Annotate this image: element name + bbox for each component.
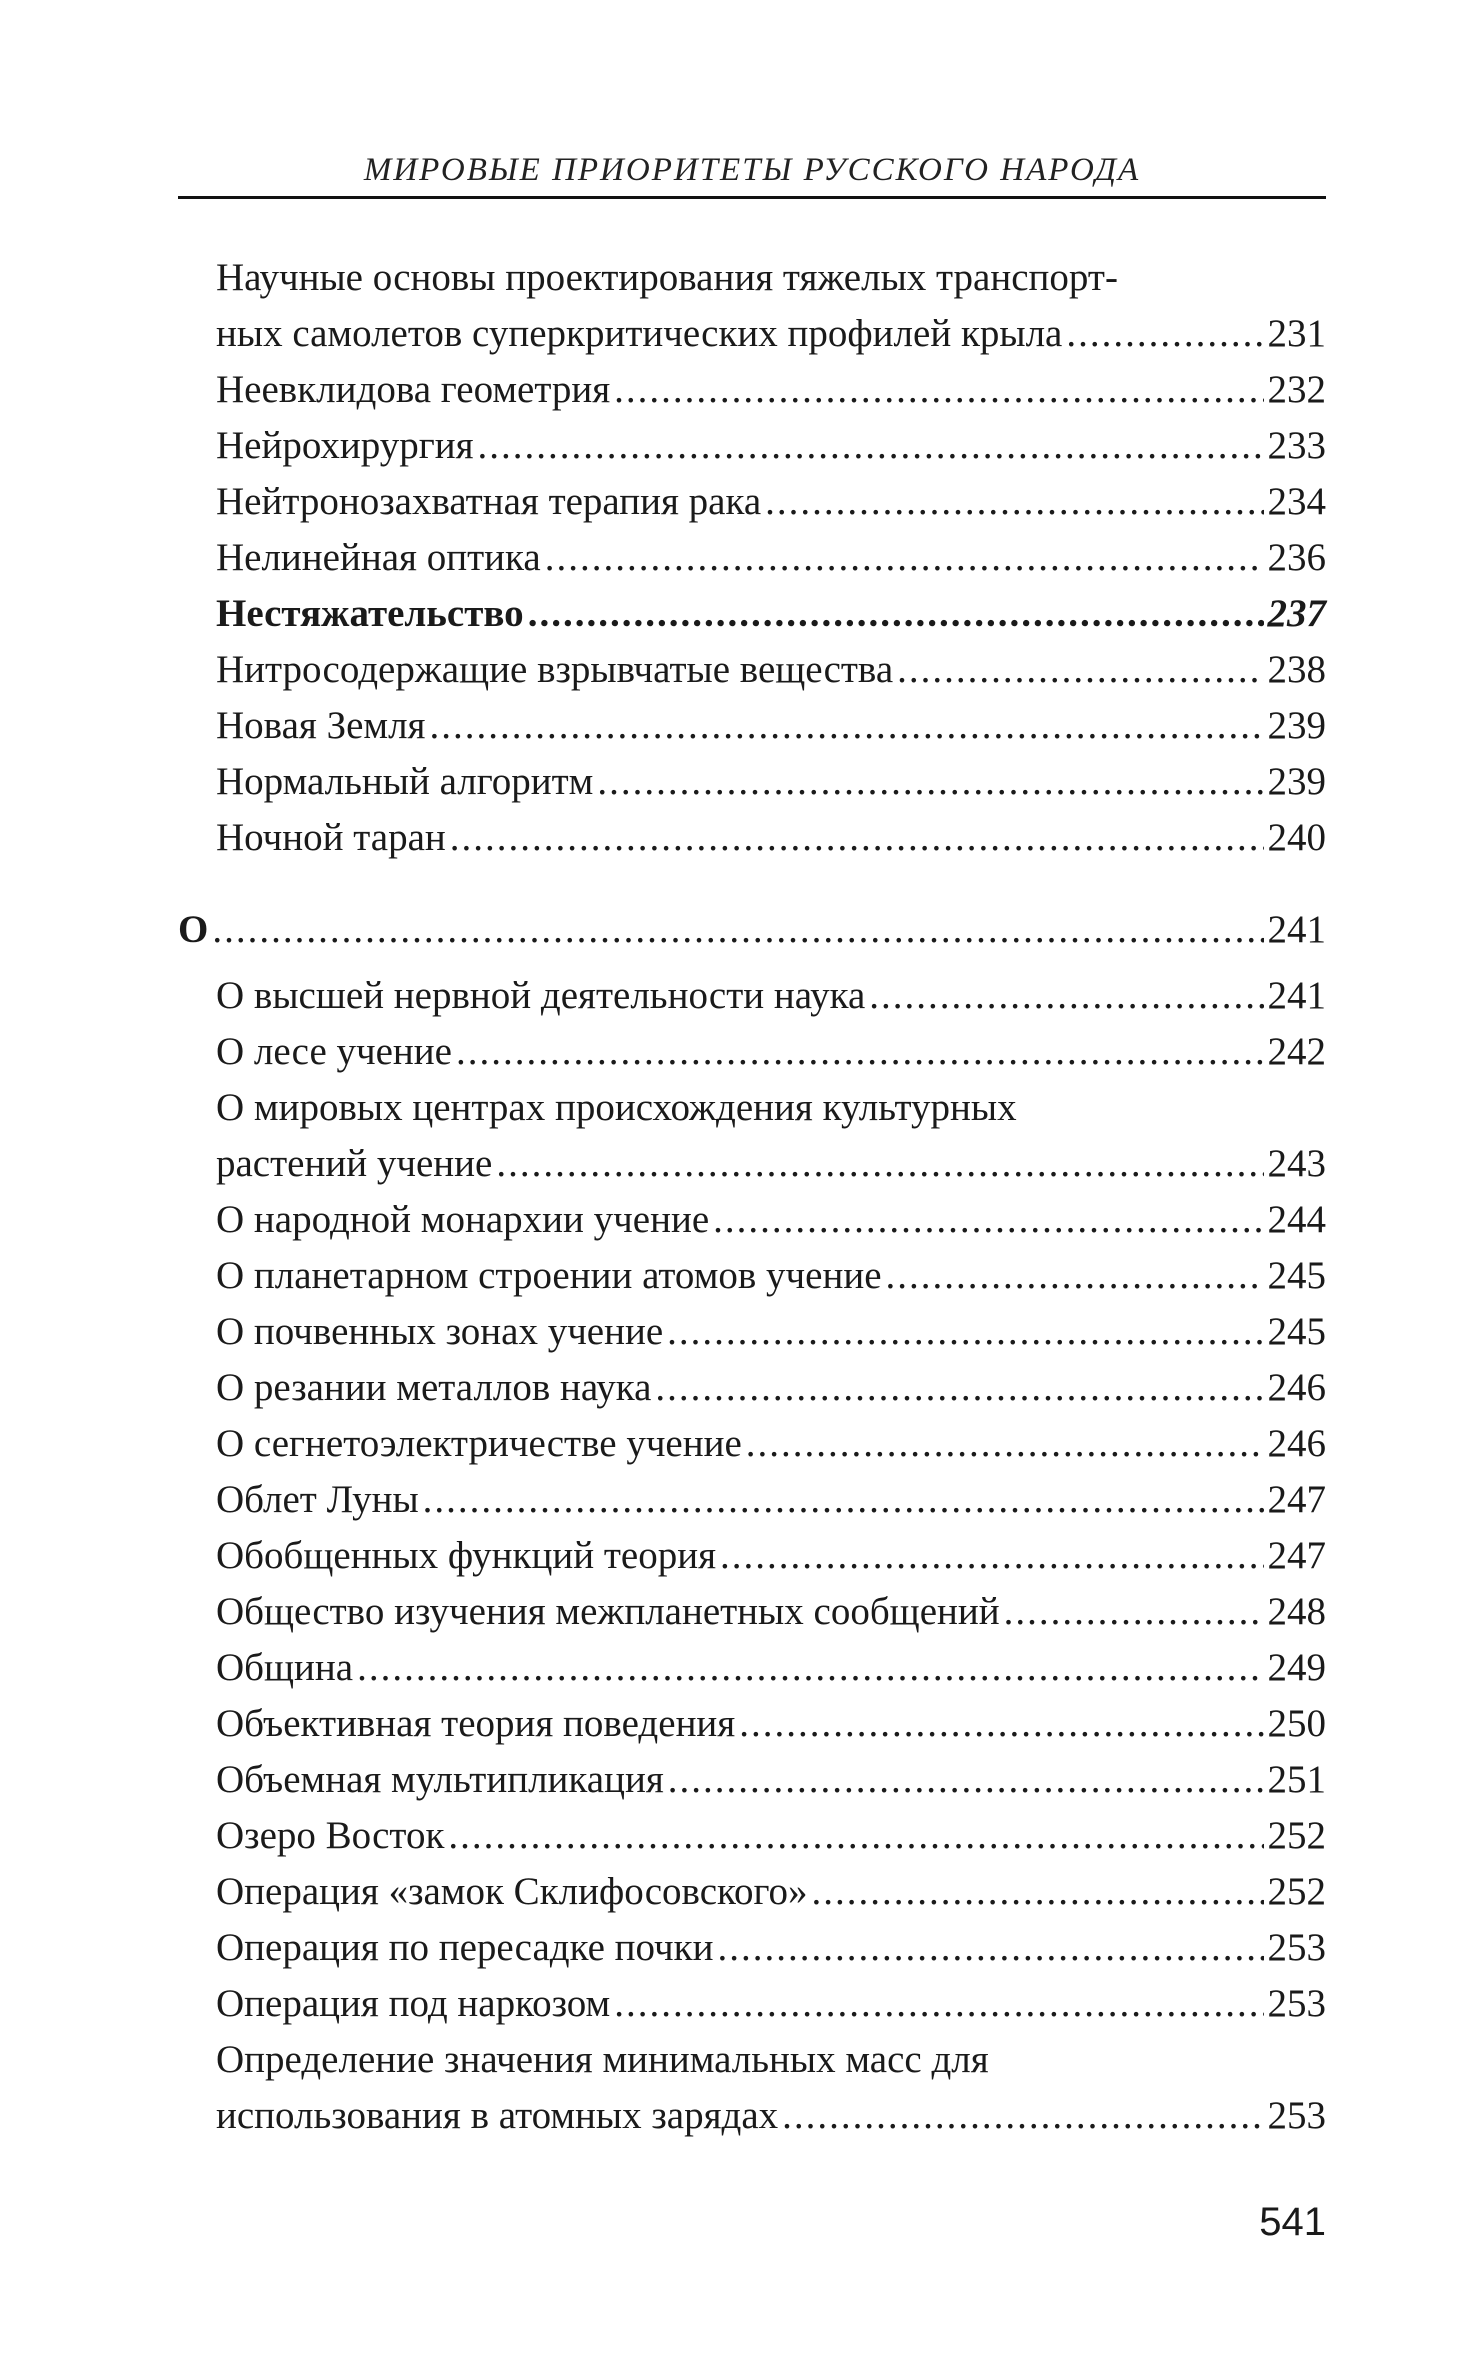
dot-leader	[448, 1808, 1263, 1864]
toc-entry-title-line: О мировых центрах происхождения культурных	[216, 1086, 1017, 1129]
dot-leader	[478, 418, 1264, 474]
toc-entry-title: Облет Луны	[216, 1478, 419, 1521]
dot-leader	[655, 1360, 1263, 1416]
toc-entry-title: Нелинейная оптика	[216, 536, 541, 579]
dot-leader	[450, 810, 1264, 866]
toc-entry-page: 233	[1267, 424, 1326, 467]
toc-entry-title: Нейрохирургия	[216, 424, 474, 467]
toc-entry-title-line: Научные основы проектирования тяжелых транспорт-	[216, 256, 1118, 299]
section-gap	[178, 866, 1326, 902]
toc-entry	[178, 1808, 1326, 1864]
toc-entry-page: 239	[1267, 760, 1326, 803]
toc-entry-page: 253	[1267, 1926, 1326, 1969]
dot-leader	[886, 1248, 1264, 1304]
toc-entry-page: 239	[1267, 704, 1326, 747]
toc-entry-page: 252	[1267, 1870, 1326, 1913]
dot-leader	[597, 754, 1263, 810]
toc-entry	[178, 1080, 1326, 1192]
toc-entry-title: ных самолетов суперкритических профилей крыла	[216, 312, 1063, 355]
dot-leader	[720, 1528, 1263, 1584]
toc-entry-title: О резании металлов наука	[216, 1366, 652, 1409]
dot-leader	[782, 2088, 1263, 2144]
toc-entry	[178, 530, 1326, 586]
toc-entry	[178, 1304, 1326, 1360]
dot-leader	[496, 1136, 1263, 1192]
dot-leader	[717, 1920, 1263, 1976]
toc-entry-title: Нейтронозахватная терапия рака	[216, 480, 762, 523]
section-spacer	[178, 958, 1326, 968]
toc-entry-title: Обобщенных функций теория	[216, 1534, 717, 1577]
toc-entry-page: 238	[1267, 648, 1326, 691]
toc-entry-title: Объективная теория поведения	[216, 1702, 736, 1745]
dot-leader	[423, 1472, 1264, 1528]
dot-leader	[545, 530, 1264, 586]
dot-leader	[812, 1864, 1264, 1920]
dot-leader	[668, 1752, 1264, 1808]
dot-leader	[430, 698, 1264, 754]
toc-entry	[178, 1024, 1326, 1080]
page-number: 541	[1259, 2200, 1326, 2244]
toc-entry-page: 231	[1267, 312, 1326, 355]
toc-entry-page: 237	[1267, 592, 1326, 635]
toc-entry	[178, 1192, 1326, 1248]
toc-entry	[178, 2032, 1326, 2144]
toc-entry-title: Ночной таран	[216, 816, 446, 859]
toc-entry-title: Нормальный алгоритм	[216, 760, 594, 803]
toc-entry	[178, 474, 1326, 530]
toc-entry	[178, 1416, 1326, 1472]
toc-entry-title-line: Определение значения минимальных масс для	[216, 2038, 989, 2081]
toc-entry-page: 249	[1267, 1646, 1326, 1689]
toc-section-heading	[178, 902, 1326, 958]
toc-entry	[178, 1528, 1326, 1584]
dot-leader	[1004, 1584, 1264, 1640]
dot-leader	[765, 474, 1263, 530]
toc-entry-title: Операция «замок Склифосовского»	[216, 1870, 808, 1913]
toc-entry-page: 252	[1267, 1814, 1326, 1857]
toc-entry-page: 253	[1267, 2094, 1326, 2137]
toc-entry-page: 243	[1267, 1142, 1326, 1185]
dot-leader	[456, 1024, 1264, 1080]
toc-entry-title: Операция по пересадке почки	[216, 1926, 714, 1969]
toc-entry-page: 245	[1267, 1310, 1326, 1353]
toc-entry-title: О сегнетоэлектричестве учение	[216, 1422, 742, 1465]
toc-entry	[178, 250, 1326, 362]
toc-entry	[178, 1864, 1326, 1920]
toc-entry-title: Озеро Восток	[216, 1814, 445, 1857]
dot-leader	[713, 1192, 1263, 1248]
toc-entry-page: 247	[1267, 1534, 1326, 1577]
toc-entry-page: 234	[1267, 480, 1326, 523]
toc-entry-highlighted	[178, 586, 1326, 642]
toc-entry	[178, 1976, 1326, 2032]
dot-leader	[667, 1304, 1263, 1360]
toc-entry	[178, 1696, 1326, 1752]
toc-entry	[178, 642, 1326, 698]
toc-entry-page: 247	[1267, 1478, 1326, 1521]
table-of-contents	[178, 250, 1326, 2144]
toc-entry	[178, 1920, 1326, 1976]
toc-entry	[178, 968, 1326, 1024]
toc-entry-title: Нестяжательство	[216, 592, 524, 635]
toc-entry-title: Община	[216, 1646, 354, 1689]
toc-entry-title: Общество изучения межпланетных сообщений	[216, 1590, 1000, 1633]
toc-entry	[178, 1752, 1326, 1808]
toc-entry-page: 232	[1267, 368, 1326, 411]
toc-entry	[178, 698, 1326, 754]
dot-leader	[869, 968, 1263, 1024]
toc-entry-page: 244	[1267, 1198, 1326, 1241]
toc-entry-page: 250	[1267, 1702, 1326, 1745]
toc-entry	[178, 1472, 1326, 1528]
toc-entry-page: 246	[1267, 1422, 1326, 1465]
toc-entry-title: О почвенных зонах учение	[216, 1310, 664, 1353]
toc-entry	[178, 1584, 1326, 1640]
dot-leader	[357, 1640, 1263, 1696]
toc-entry-title: Операция под наркозом	[216, 1982, 611, 2025]
dot-leader	[212, 902, 1263, 958]
toc-entry-title: растений учение	[216, 1142, 493, 1185]
toc-entry-title: О планетарном строении атомов учение	[216, 1254, 882, 1297]
toc-entry-page: 241	[1267, 974, 1326, 1017]
toc-entry-title: О лесе учение	[216, 1030, 452, 1073]
toc-entry-page: 253	[1267, 1982, 1326, 2025]
header-rule	[178, 196, 1326, 199]
toc-entry-page: 251	[1267, 1758, 1326, 1801]
toc-entry-title: использования в атомных зарядах	[216, 2094, 779, 2137]
toc-entry	[178, 1640, 1326, 1696]
toc-entry	[178, 362, 1326, 418]
toc-entry	[178, 810, 1326, 866]
dot-leader	[1066, 306, 1263, 362]
running-header: МИРОВЫЕ ПРИОРИТЕТЫ РУССКОГО НАРОДА	[363, 152, 1141, 188]
toc-entry	[178, 1360, 1326, 1416]
toc-entry-title: О народной монархии учение	[216, 1198, 710, 1241]
toc-entry-page: 245	[1267, 1254, 1326, 1297]
toc-entry	[178, 1248, 1326, 1304]
section-letter: О	[178, 908, 209, 951]
toc-entry	[178, 754, 1326, 810]
toc-entry-page: 246	[1267, 1366, 1326, 1409]
toc-entry-page: 240	[1267, 816, 1326, 859]
toc-entry-title: Новая Земля	[216, 704, 426, 747]
dot-leader	[739, 1696, 1263, 1752]
toc-entry-page: 241	[1267, 908, 1326, 951]
dot-leader	[897, 642, 1263, 698]
toc-entry-page: 242	[1267, 1030, 1326, 1073]
dot-leader	[528, 586, 1264, 642]
toc-entry-page: 248	[1267, 1590, 1326, 1633]
toc-entry-page: 236	[1267, 536, 1326, 579]
toc-entry-title: Объемная мультипликация	[216, 1758, 664, 1801]
dot-leader	[614, 1976, 1263, 2032]
dot-leader	[614, 362, 1263, 418]
toc-entry-title: О высшей нервной деятельности наука	[216, 974, 866, 1017]
toc-entry	[178, 418, 1326, 474]
toc-entry-title: Неевклидова геометрия	[216, 368, 611, 411]
dot-leader	[746, 1416, 1264, 1472]
toc-entry-title: Нитросодержащие взрывчатые вещества	[216, 648, 894, 691]
